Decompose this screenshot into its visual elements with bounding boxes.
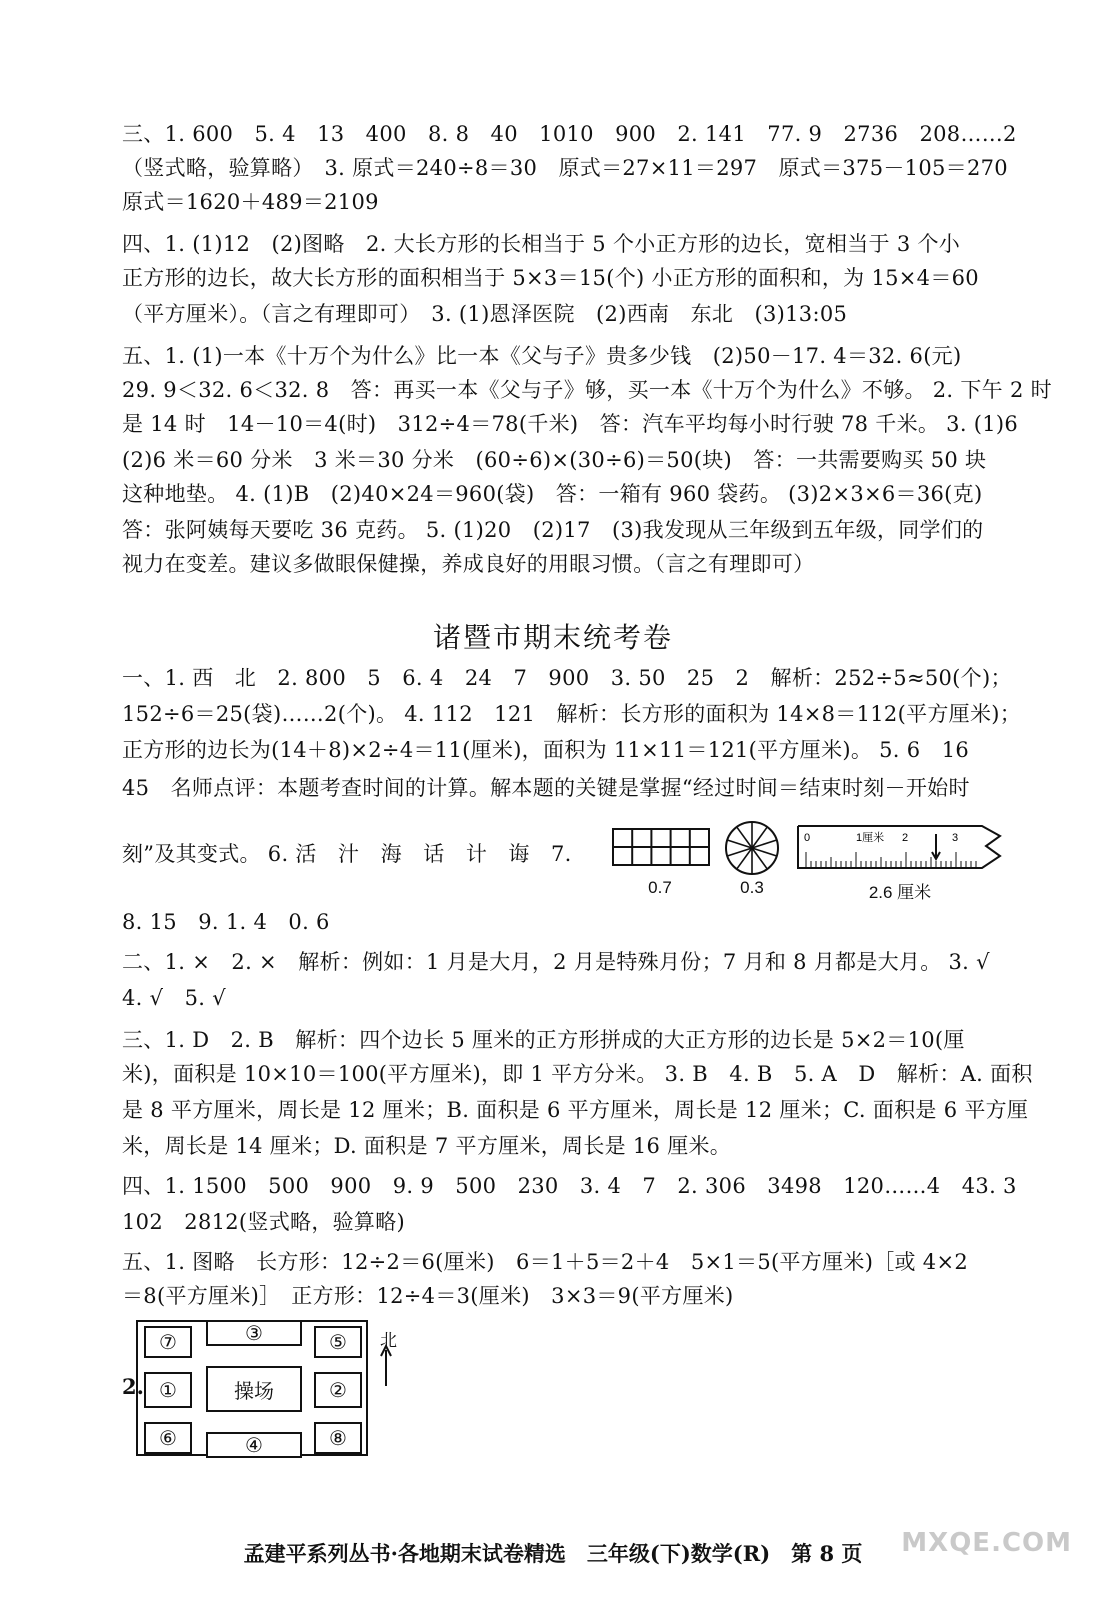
ruler-tick-label: 3 bbox=[952, 832, 959, 844]
answer-line: (2)6 米＝60 分米 3 米＝30 分米 (60÷6)×(30÷6)＝50(块) 答：一共需要购买 50 块 bbox=[122, 448, 987, 472]
grid-figure-svg bbox=[612, 828, 710, 866]
answer-line: 4. √ 5. √ bbox=[122, 986, 226, 1010]
answer-line: 8. 15 9. 1. 4 0. 6 bbox=[122, 910, 330, 934]
north-indicator bbox=[378, 1326, 408, 1388]
ruler-tick-label: 2 bbox=[902, 832, 909, 844]
map-room-bottom-left: ⑥ bbox=[144, 1422, 192, 1454]
ruler-tick-label: 0 bbox=[804, 832, 811, 844]
ruler-figure bbox=[796, 824, 1006, 870]
map-room-top-right: ⑤ bbox=[314, 1326, 362, 1358]
grid-fraction-figure bbox=[612, 828, 710, 866]
map-room-center: 操场 bbox=[206, 1366, 302, 1412]
answer-line: 是 8 平方厘米，周长是 12 厘米；B. 面积是 6 平方厘米，周长是 12 厘米；C. 面积是 6 平方厘 bbox=[122, 1098, 1029, 1122]
answer-line: 刻”及其变式。 6. 活 汁 海 话 计 诲 7. bbox=[122, 842, 572, 866]
answer-line: 正方形的边长，故大长方形的面积相当于 5×3＝15(个) 小正方形的面积和，为 15×4＝60 bbox=[122, 266, 979, 290]
answer-line: 三、1. D 2. B 解析：四个边长 5 厘米的正方形拼成的大正方形的边长是 5×2＝10(厘 bbox=[122, 1028, 965, 1052]
answer-line: 原式＝1620＋489＝2109 bbox=[122, 190, 379, 214]
answer-line: 一、1. 西 北 2. 800 5 6. 4 24 7 900 3. 50 25 2 解析：252÷5≈50(个)； bbox=[122, 666, 1012, 690]
answer-line: 四、1. 1500 500 900 9. 9 500 230 3. 4 7 2. 306 3498 120……4 43. 3 bbox=[122, 1174, 1017, 1198]
circle-fraction-label: 0.3 bbox=[740, 878, 764, 897]
ruler-label: 2.6 厘米 bbox=[868, 883, 932, 902]
answer-line: 三、1. 600 5. 4 13 400 8. 8 40 1010 900 2. 141 77. 9 2736 208……2 bbox=[122, 122, 1017, 146]
answer-line: 45 名师点评：本题考查时间的计算。解本题的关键是掌握“经过时间＝结束时刻－开始时 bbox=[122, 776, 970, 800]
map-room-mid-left: ① bbox=[144, 1372, 192, 1408]
map-room-top-center: ③ bbox=[206, 1320, 302, 1346]
answer-line: 二、1. × 2. × 解析：例如：1 月是大月，2 月是特殊月份；7 月和 8 月都是大月。 3. √ bbox=[122, 950, 990, 974]
ruler-svg bbox=[796, 824, 1006, 870]
answer-line: 29. 9＜32. 6＜32. 8 答：再买一本《父与子》够，买一本《十万个为什么》不够。 2. 下午 2 时 bbox=[122, 378, 1052, 402]
page-footer: 孟建平系列丛书·各地期末试卷精选 三年级(下)数学(R) 第 8 页 bbox=[243, 1541, 863, 1566]
ruler-tick-label: 1厘米 bbox=[856, 832, 885, 844]
map-room-mid-right: ② bbox=[314, 1372, 362, 1408]
circle-fraction-figure bbox=[724, 820, 780, 876]
answer-line: 102 2812(竖式略，验算略) bbox=[122, 1210, 406, 1234]
grid-fraction-label: 0.7 bbox=[648, 878, 672, 897]
answer-line: 152÷6＝25(袋)……2(个)。 4. 112 121 解析：长方形的面积为 14×8＝112(平方厘米)； bbox=[122, 702, 1022, 726]
answer-line: 米)，面积是 10×10＝100(平方厘米)，即 1 平方分米。 3. B 4. B 5. A D 解析：A. 面积 bbox=[122, 1062, 1033, 1086]
answer-line: 视力在变差。建议多做眼保健操，养成良好的用眼习惯。（言之有理即可） bbox=[122, 552, 815, 576]
map-room-bottom-right: ⑧ bbox=[314, 1422, 362, 1454]
north-label: 北 bbox=[380, 1331, 397, 1351]
ruler-outline bbox=[798, 826, 1000, 868]
answer-line: （竖式略，验算略） 3. 原式＝240÷8＝30 原式＝27×11＝297 原式＝375－105＝270 bbox=[122, 156, 1008, 180]
watermark: MXQE.COM bbox=[901, 1528, 1072, 1558]
answer-line: 是 14 时 14－10＝4(时) 312÷4＝78(千米) 答：汽车平均每小时行驶 78 千米。 3. (1)6 bbox=[122, 412, 1019, 436]
answer-line: 答：张阿姨每天要吃 36 克药。 5. (1)20 (2)17 (3)我发现从三年级到五年级，同学们的 bbox=[122, 518, 984, 542]
answer-line: 米，周长是 14 厘米；D. 面积是 7 平方厘米，周长是 16 厘米。 bbox=[122, 1134, 732, 1158]
answer-line: 五、1. 图略 长方形：12÷2＝6(厘米) 6＝1＋5＝2＋4 5×1＝5(平方厘米)［或 4×2 bbox=[122, 1250, 968, 1274]
answer-line: 正方形的边长为(14＋8)×2÷4＝11(厘米)，面积为 11×11＝121(平方厘米)。 5. 6 16 bbox=[122, 738, 970, 762]
north-arrow-icon bbox=[378, 1344, 398, 1388]
circle-figure-svg bbox=[724, 820, 780, 876]
answer-line: 五、1. (1)一本《十万个为什么》比一本《父与子》贵多少钱 (2)50－17. 4＝32. 6(元) bbox=[122, 344, 962, 368]
map-question-number: 2. bbox=[122, 1374, 144, 1399]
answer-line: 四、1. (1)12 (2)图略 2. 大长方形的长相当于 5 个小正方形的边长，宽相当于 3 个小 bbox=[122, 232, 961, 256]
answer-line: （平方厘米）。（言之有理即可） 3. (1)恩泽医院 (2)西南 东北 (3)13:05 bbox=[122, 302, 848, 326]
answer-line: ＝8(平方厘米)］ 正方形：12÷4＝3(厘米) 3×3＝9(平方厘米) bbox=[122, 1284, 734, 1308]
campus-map bbox=[136, 1320, 368, 1456]
section-title: 诸暨市期末统考卷 bbox=[432, 621, 673, 654]
map-room-bottom-center: ④ bbox=[206, 1432, 302, 1458]
answer-line: 这种地垫。 4. (1)B (2)40×24＝960(袋) 答：一箱有 960 袋药。 (3)2×3×6＝36(克) bbox=[122, 482, 983, 506]
map-room-top-left: ⑦ bbox=[144, 1326, 192, 1358]
